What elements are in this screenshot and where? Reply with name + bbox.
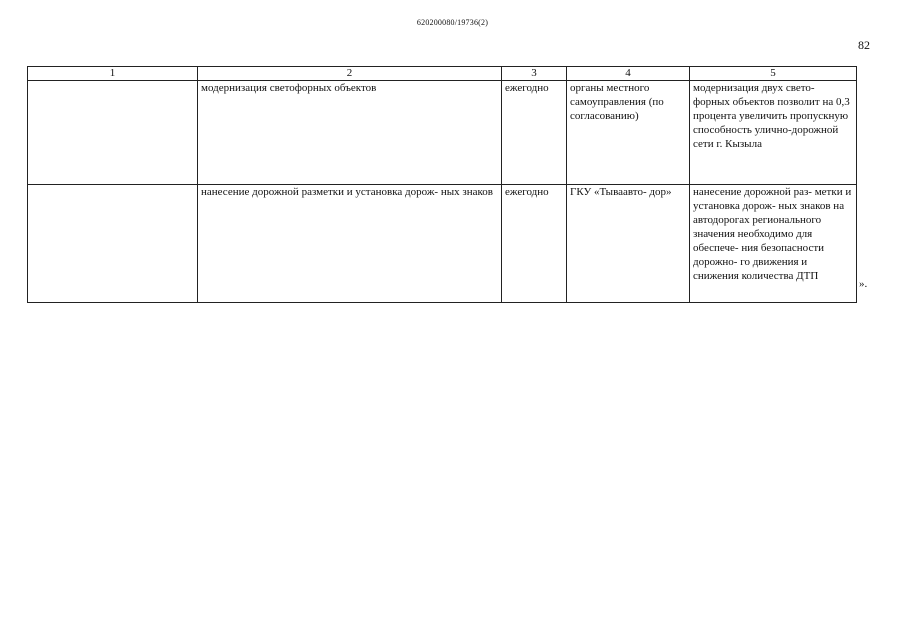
column-header-4: 4 [567,67,690,81]
table-cell-responsible: ГКУ «Тываавто- дор» [567,185,690,303]
measures-table [27,66,857,303]
table-cell-measure: модернизация светофорных объектов [198,81,502,185]
table-row [28,81,857,185]
table-header-row [28,67,857,81]
table-cell-responsible: органы местного самоуправления (по согласованию) [567,81,690,185]
page-number: 82 [858,38,870,52]
table-cell-period: ежегодно [502,81,567,185]
closing-quote: ». [859,278,868,290]
table-cell-period: ежегодно [502,185,567,303]
table-cell-number [28,185,198,303]
table-cell-number [28,81,198,185]
column-header-3: 3 [502,67,567,81]
table-cell-result: нанесение дорожной раз- метки и установка дорож- ных знаков на автодорогах регионального значения необходимо для обеспече- ния безопасности дорожно- го движения и снижения количества ДТП [690,185,857,303]
table-cell-measure: нанесение дорожной разметки и установка дорож- ных знаков [198,185,502,303]
table-row [28,185,857,303]
column-header-2: 2 [198,67,502,81]
document-id: 620200080/19736(2) [416,18,489,27]
column-header-1: 1 [28,67,198,81]
table-cell-result: модернизация двух свето- форных объектов позволит на 0,3 процента увеличить пропускную способность улично-дорожной сети г. Кызыла [690,81,857,185]
column-header-5: 5 [690,67,857,81]
